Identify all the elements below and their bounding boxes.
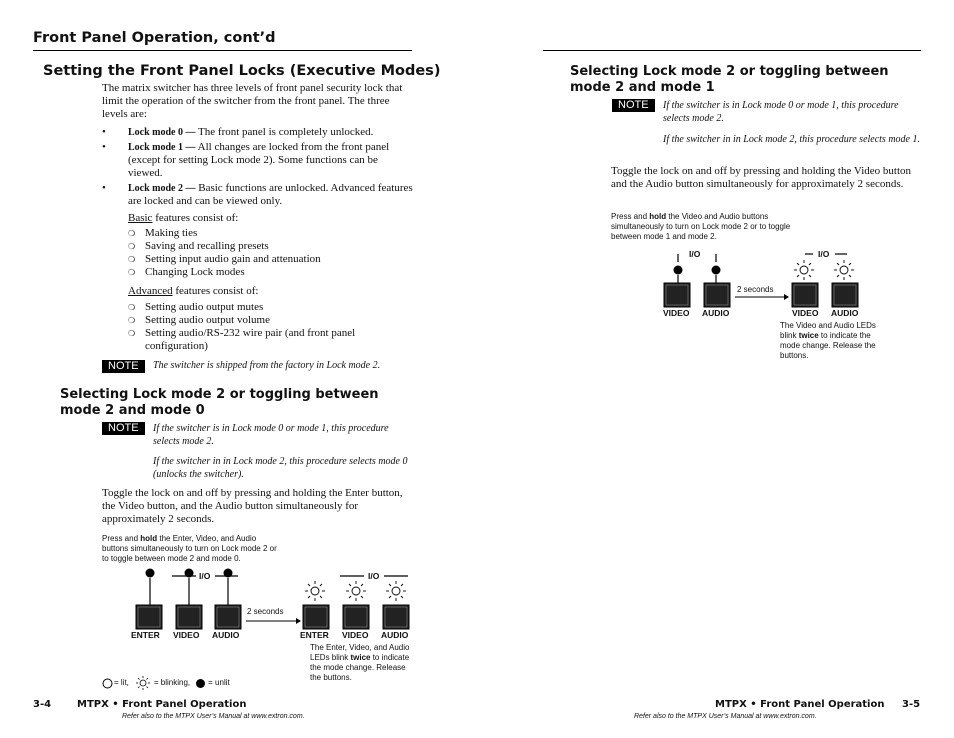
- video-button-icon: [343, 605, 369, 629]
- footer-title: MTPX • Front Panel Operation: [77, 699, 247, 710]
- note-text: If the switcher in in Lock mode 2, this procedure selects mode 1.: [663, 134, 920, 145]
- list-item: ❍ Setting audio output volume: [128, 314, 270, 326]
- button-label: ENTER: [131, 630, 160, 640]
- duration-label: 2 seconds: [247, 607, 284, 616]
- video-button-icon: [792, 283, 818, 307]
- audio-button-icon: [704, 283, 730, 307]
- io-label: I/O: [368, 571, 380, 581]
- button-label: ENTER: [300, 630, 329, 640]
- button-label: VIDEO: [792, 308, 819, 318]
- video-button-icon: [176, 605, 202, 629]
- io-label: I/O: [818, 249, 830, 259]
- led-blinking-icon: [834, 260, 854, 280]
- button-label: AUDIO: [212, 630, 240, 640]
- led-unlit-icon: [674, 266, 683, 275]
- note-badge: NOTE: [102, 422, 145, 435]
- led-unlit-icon: [146, 569, 155, 578]
- button-label: VIDEO: [173, 630, 200, 640]
- subsection-title: Selecting Lock mode 2 or toggling between mode 2 and mode 0: [60, 387, 379, 418]
- list-item: ❍ Making ties: [128, 227, 198, 239]
- led-unlit-icon: [712, 266, 721, 275]
- footer-title: MTPX • Front Panel Operation: [715, 699, 885, 710]
- led-legend: = lit, = blinking, = unlit: [102, 676, 230, 690]
- button-diagram: [120, 558, 420, 634]
- diagram-result-text: The Enter, Video, and Audio LEDs blink twice to indicate the mode change. Release the buttons.: [310, 643, 410, 682]
- section-title: Setting the Front Panel Locks (Executive Modes): [43, 63, 441, 79]
- audio-button-icon: [215, 605, 241, 629]
- header-rule: [33, 50, 412, 51]
- toggle-paragraph: Toggle the lock on and off by pressing and holding the Enter button, the Video button, and the Audio button simultaneously for approximately 2 seconds.: [102, 487, 403, 525]
- io-label: I/O: [689, 249, 701, 259]
- list-item: ❍ Setting audio/RS-232 wire pair (and front panel configuration): [128, 327, 356, 352]
- button-label: VIDEO: [663, 308, 690, 318]
- page-number: 3-4: [33, 699, 52, 710]
- led-blinking-icon: [346, 581, 366, 601]
- audio-button-icon: [832, 283, 858, 307]
- led-blinking-icon: [386, 581, 406, 601]
- toggle-paragraph: Toggle the lock on and off by pressing and holding the Video button and the Audio button simultaneously for approximately 2 seconds.: [611, 165, 912, 190]
- button-label: AUDIO: [702, 308, 730, 318]
- button-diagram: [655, 250, 875, 308]
- led-blinking-icon: [794, 260, 814, 280]
- advanced-heading: Advanced features consist of:: [128, 285, 259, 297]
- duration-label: 2 seconds: [737, 285, 774, 294]
- intro-paragraph: The matrix switcher has three levels of front panel security lock that limit the operation of the switcher from the front panel. The three levels are:: [102, 82, 403, 120]
- note-badge: NOTE: [102, 360, 145, 373]
- io-label: I/O: [199, 571, 211, 581]
- video-button-icon: [664, 283, 690, 307]
- list-item: ❍ Saving and recalling presets: [128, 240, 269, 252]
- running-head: Front Panel Operation, cont’d: [33, 30, 276, 46]
- led-unlit-icon: [195, 678, 206, 689]
- note-text: If the switcher is in Lock mode 0 or mode 1, this procedure selects mode 2.: [153, 423, 389, 447]
- led-blinking-icon: [305, 581, 325, 601]
- basic-feature-list: [128, 227, 408, 279]
- button-label: AUDIO: [381, 630, 409, 640]
- basic-heading: Basic features consist of:: [128, 212, 239, 224]
- enter-button-icon: [303, 605, 329, 629]
- header-rule: [543, 50, 921, 51]
- page-number: 3-5: [902, 699, 921, 710]
- diagram-caption: Press and hold the Video and Audio buttons simultaneously to turn on Lock mode 2 or to toggle between mode 1 and mode 2.: [611, 212, 791, 241]
- footer-reference: Refer also to the MTPX User’s Manual at www.extron.com.: [122, 713, 305, 720]
- note-badge: NOTE: [612, 99, 655, 112]
- note-text: If the switcher in in Lock mode 2, this procedure selects mode 0 (unlocks the switcher).: [153, 456, 408, 480]
- list-item: ❍ Changing Lock modes: [128, 266, 245, 278]
- button-label: AUDIO: [831, 308, 859, 318]
- advanced-feature-list: [128, 301, 398, 353]
- diagram-caption: Press and hold the Enter, Video, and Audio buttons simultaneously to turn on Lock mode 2 or to toggle between mode 2 and mode 0.: [102, 534, 277, 563]
- footer-reference: Refer also to the MTPX User’s Manual at www.extron.com.: [634, 713, 817, 720]
- note-text: The switcher is shipped from the factory in Lock mode 2.: [153, 360, 381, 371]
- led-lit-icon: [102, 678, 113, 689]
- list-item: • Lock mode 2 — Basic functions are unlocked. Advanced features are locked and can be viewed only.: [102, 182, 413, 207]
- audio-button-icon: [383, 605, 409, 629]
- enter-button-icon: [136, 605, 162, 629]
- subsection-title: Selecting Lock mode 2 or toggling between mode 2 and mode 1: [570, 64, 889, 95]
- diagram-result-text: The Video and Audio LEDs blink twice to indicate the mode change. Release the buttons.: [780, 321, 876, 360]
- note-text: If the switcher is in Lock mode 0 or mode 1, this procedure selects mode 2.: [663, 100, 899, 124]
- led-blinking-icon: [133, 676, 153, 690]
- button-label: VIDEO: [342, 630, 369, 640]
- list-item: • Lock mode 0 — The front panel is completely unlocked.: [102, 126, 374, 138]
- list-item: ❍ Setting audio output mutes: [128, 301, 264, 313]
- list-item: • Lock mode 1 — All changes are locked from the front panel (except for setting Lock mode 2). Some functions can be viewed.: [102, 141, 390, 179]
- list-item: ❍ Setting input audio gain and attenuation: [128, 253, 321, 265]
- lock-mode-list: [102, 126, 414, 208]
